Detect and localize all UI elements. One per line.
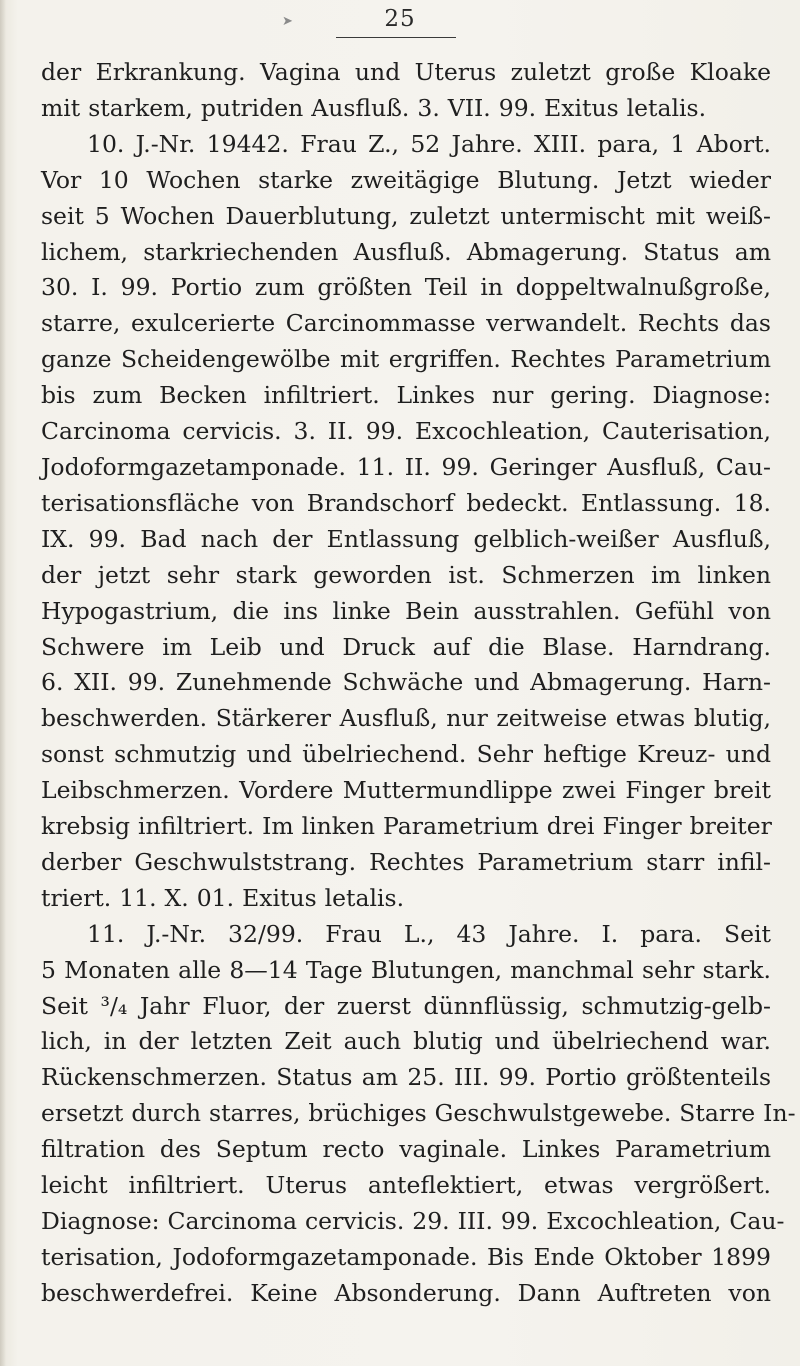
text-line: terisation, Jodoformgazetamponade. Bis Ende Oktober 1899 (41, 1242, 771, 1271)
text-line: Carcinoma cervicis. 3. II. 99. Excochleation, Cauterisation, (41, 417, 771, 446)
text-line: filtration des Septum recto vaginale. Linkes Parametrium (41, 1135, 771, 1164)
text-line: der jetzt sehr stark geworden ist. Schmerzen im linken (41, 560, 771, 589)
corner-mark: ➤ (282, 14, 293, 29)
text-line: Diagnose: Carcinoma cervicis. 29. III. 99. Excochleation, Cau- (41, 1207, 785, 1235)
text-line: seit 5 Wochen Dauerblutung, zuletzt untermischt mit weiß- (41, 201, 771, 230)
text-line: lichem, starkriechenden Ausfluß. Abmagerung. Status am (41, 237, 771, 266)
text-line: mit starkem, putriden Ausfluß. 3. VII. 99. Exitus letalis. (41, 93, 707, 122)
page-number-rule (336, 37, 456, 38)
text-line: sonst schmutzig und übelriechend. Sehr heftige Kreuz- und (41, 740, 771, 769)
text-line: bis zum Becken infiltriert. Linkes nur gering. Diagnose: (41, 381, 771, 410)
text-line: lich, in der letzten Zeit auch blutig und übelriechend war. (41, 1027, 771, 1056)
text-line: 5 Monaten alle 8—14 Tage Blutungen, manchmal sehr stark. (41, 955, 771, 984)
text-line: terisationsfläche von Brandschorf bedeckt. Entlassung. 18. (41, 488, 771, 517)
text-line: beschwerden. Stärkerer Ausfluß, nur zeitweise etwas blutig, (41, 704, 771, 733)
text-line: 10. J.-Nr. 19442. Frau Z., 52 Jahre. XIII. para, 1 Abort. (87, 129, 771, 158)
page-edge-shadow (0, 0, 6, 1366)
text-line: Leibschmerzen. Vordere Muttermundlippe zwei Finger breit (41, 776, 771, 805)
text-line: leicht infiltriert. Uterus anteflektiert, etwas vergrößert. (41, 1171, 771, 1200)
text-line: Seit ³/₄ Jahr Fluor, der zuerst dünnflüssig, schmutzig-gelb- (41, 991, 771, 1020)
text-line: ganze Scheidengewölbe mit ergriffen. Rechtes Parametrium (41, 345, 771, 374)
text-line: krebsig infiltriert. Im linken Parametrium drei Finger breiter (41, 812, 772, 841)
text-line: triert. 11. X. 01. Exitus letalis. (41, 883, 405, 912)
text-line: Schwere im Leib und Druck auf die Blase. Harndrang. (41, 632, 771, 661)
text-line: Vor 10 Wochen starke zweitägige Blutung. Jetzt wieder (41, 165, 771, 194)
text-line: der Erkrankung. Vagina und Uterus zuletzt große Kloake (41, 58, 771, 86)
text-line: 30. I. 99. Portio zum größten Teil in doppeltwalnußgroße, (41, 273, 771, 302)
text-line: Hypogastrium, die ins linke Bein ausstrahlen. Gefühl von (41, 596, 771, 625)
text-line: ersetzt durch starres, brüchiges Geschwulstgewebe. Starre In- (41, 1099, 796, 1128)
text-line: 6. XII. 99. Zunehmende Schwäche und Abmagerung. Harn- (41, 668, 771, 697)
body-text (41, 55, 796, 1312)
page-number: 25 (384, 6, 416, 32)
text-line: derber Geschwulststrang. Rechtes Parametrium starr infil- (41, 847, 771, 876)
text-line: beschwerdefrei. Keine Absonderung. Dann Auftreten von (41, 1278, 771, 1307)
text-line: Rückenschmerzen. Status am 25. III. 99. Portio größtenteils (41, 1063, 771, 1092)
text-line: starre, exulcerierte Carcinommasse verwandelt. Rechts das (41, 309, 771, 338)
text-line: IX. 99. Bad nach der Entlassung gelblich-weißer Ausfluß, (41, 524, 771, 553)
text-line: 11. J.-Nr. 32/99. Frau L., 43 Jahre. I. para. Seit (87, 919, 771, 948)
text-line: Jodoformgazetamponade. 11. II. 99. Geringer Ausfluß, Cau- (41, 452, 771, 481)
